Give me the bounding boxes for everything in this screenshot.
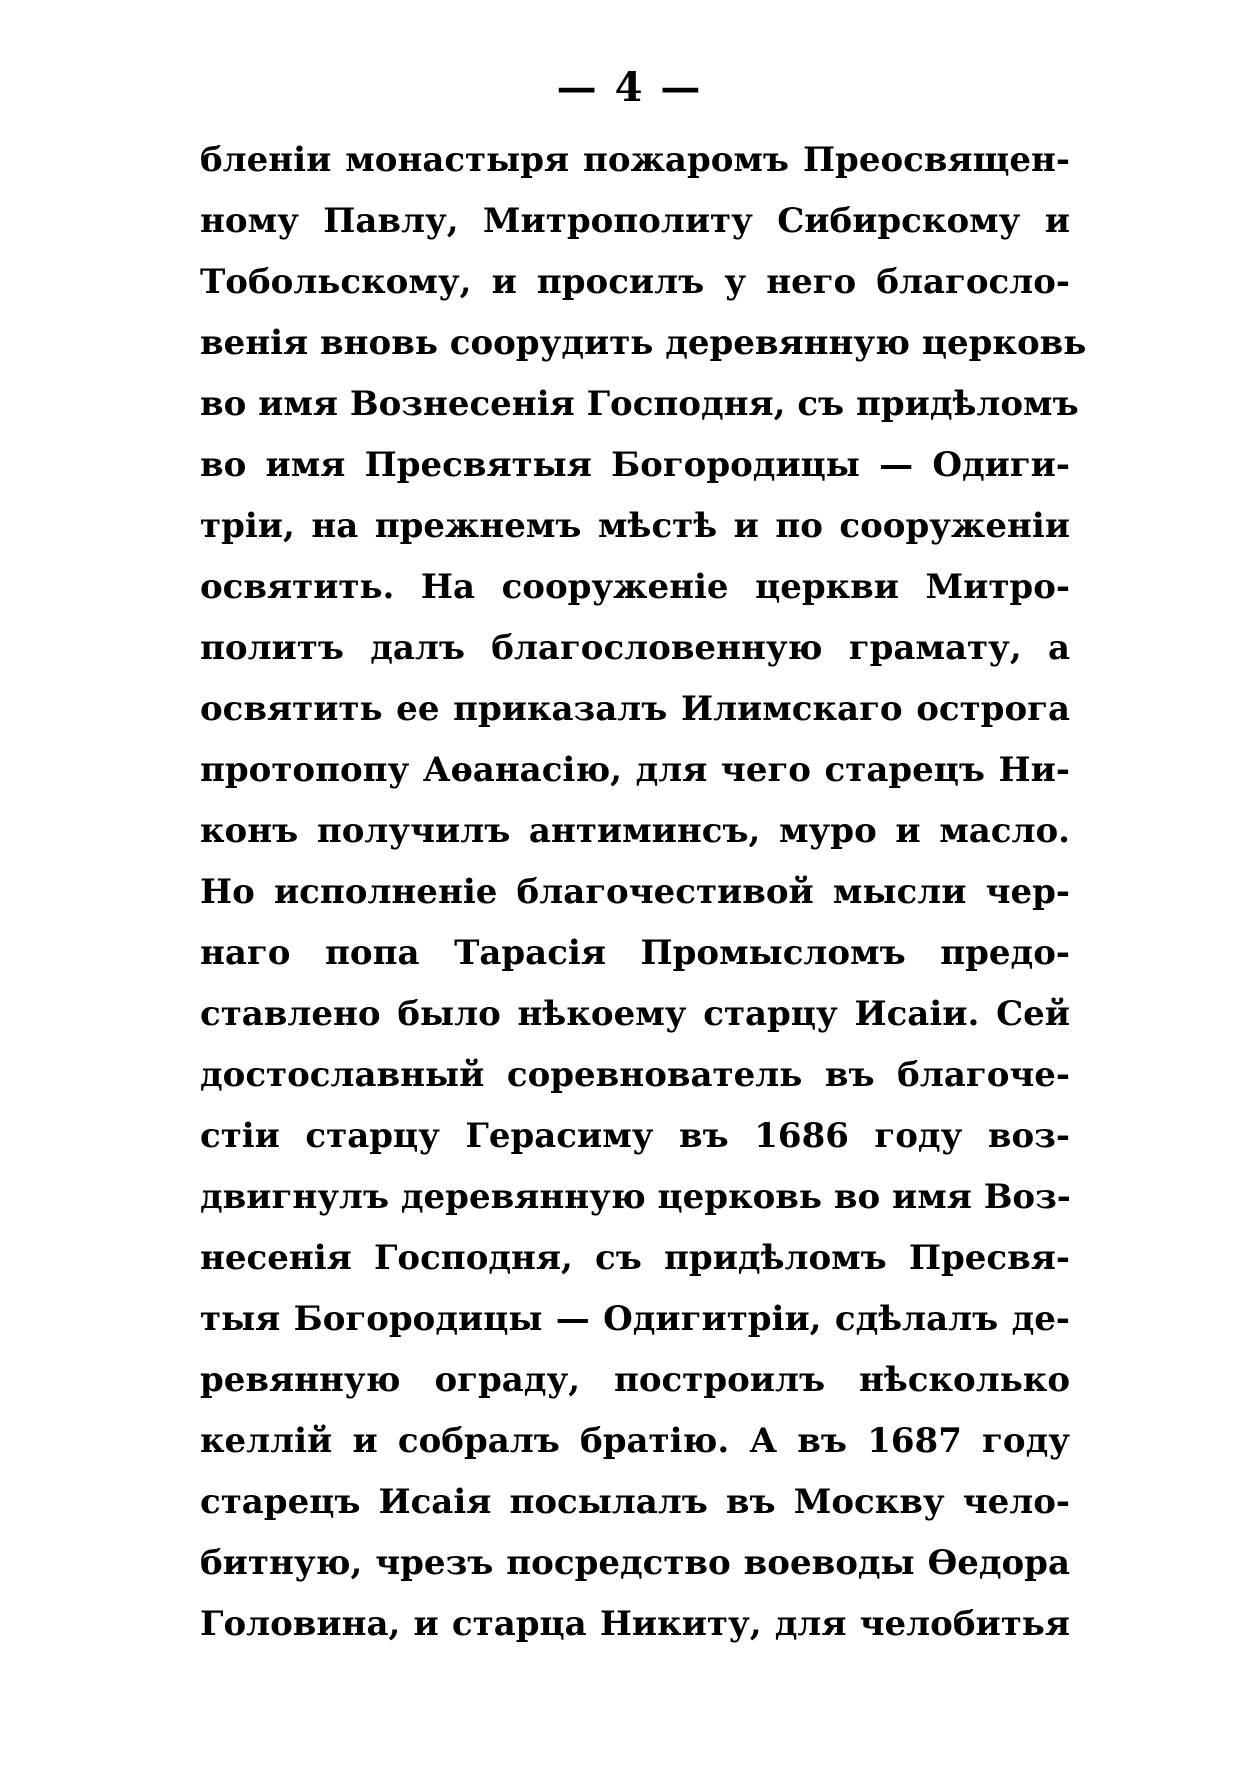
text-line: старецъ Исаія посылалъ въ Москву чело- bbox=[200, 1482, 1070, 1522]
text-line: бленіи монастыря пожаромъ Преосвящен- bbox=[200, 140, 1070, 180]
text-line: двигнулъ деревянную церковь во имя Воз- bbox=[200, 1177, 1071, 1217]
text-line: битную, чрезъ посредство воеводы Ѳедора bbox=[200, 1543, 1070, 1583]
body-text bbox=[200, 130, 1087, 1655]
page-number: — 4 — bbox=[556, 64, 703, 111]
text-line: во имя Пресвятыя Богородицы — Одиги- bbox=[200, 445, 1070, 485]
text-line: Тобольскому, и просилъ у него благосло- bbox=[200, 262, 1070, 302]
text-line: освятить. На сооруженіе церкви Митро- bbox=[200, 567, 1070, 607]
text-line: политъ далъ благословенную грамату, а bbox=[200, 628, 1070, 668]
text-line: во имя Вознесенія Господня, съ придѣломъ bbox=[200, 384, 1079, 424]
text-line: освятить ее приказалъ Илимскаго острога bbox=[200, 689, 1070, 729]
text-line: ревянную ограду, построилъ нѣсколько bbox=[200, 1360, 1070, 1400]
text-line: стіи старцу Герасиму въ 1686 году воз- bbox=[200, 1116, 1070, 1156]
text-line: достославный соревнователь въ благоче- bbox=[200, 1055, 1070, 1095]
text-line: Головина, и старца Никиту, для челобитья bbox=[200, 1604, 1070, 1644]
text-line: ставлено было нѣкоему старцу Исаіи. Сей bbox=[200, 994, 1070, 1034]
text-line: венія вновь соорудить деревянную церковь bbox=[200, 323, 1087, 363]
text-line: тыя Богородицы — Одигитріи, сдѣлалъ де- bbox=[200, 1299, 1070, 1339]
text-line: несенія Господня, съ придѣломъ Пресвя- bbox=[200, 1238, 1070, 1278]
text-line: Но исполненіе благочестивой мысли чер- bbox=[200, 872, 1070, 912]
text-line: келлій и собралъ братію. А въ 1687 году bbox=[200, 1421, 1070, 1461]
text-line: ному Павлу, Митрополиту Сибирскому и bbox=[200, 201, 1070, 241]
text-line: тріи, на прежнемъ мѣстѣ и по сооруженіи bbox=[200, 506, 1070, 546]
text-line: наго попа Тарасія Промысломъ предо- bbox=[200, 933, 1070, 973]
text-line: конъ получилъ антиминсъ, муро и масло. bbox=[200, 811, 1070, 851]
text-line: протопопу Аѳанасію, для чего старецъ Ни- bbox=[200, 750, 1070, 790]
